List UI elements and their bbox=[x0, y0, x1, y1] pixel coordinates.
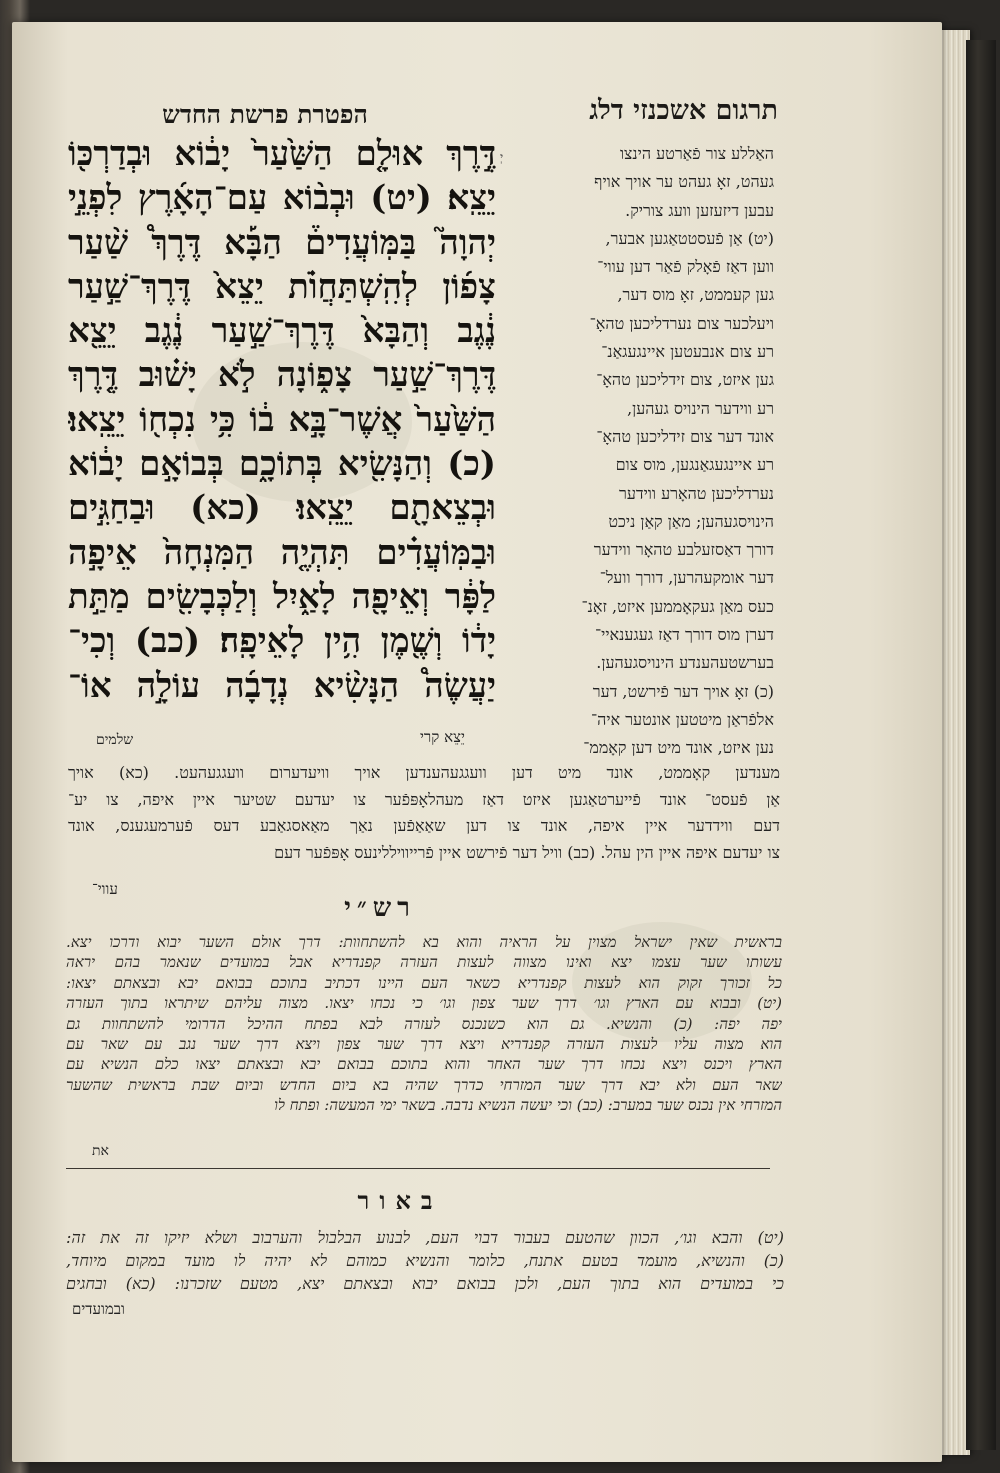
hebrew-line: דֶּ֣רֶךְ אוּלָ֤ם הַשַּׁ֙עַר֙ יָב֔וֹא וּבְדַרְכּ֖וֹ bbox=[68, 134, 496, 174]
rashi-commentary bbox=[66, 932, 782, 1116]
yiddish-line: אונד דער צום זידליכען טהאָ־ bbox=[596, 426, 774, 446]
running-header-left: הפטרת פרשת החדש bbox=[162, 100, 368, 129]
yiddish-line: עבען דיזעזען וועג צוריק. bbox=[625, 200, 774, 220]
hebrew-line: יָד֔וֹ וְשֶׁ֖מֶן הִ֥ין לָאֵיפָֽה׃ (כב) וְכִי־ bbox=[68, 621, 496, 662]
yiddish-line: ווען דאַז פֿאָלק פֿאַר דען עווי־ bbox=[597, 257, 774, 277]
yiddish-line: רע ווידער הינויס געהען, bbox=[627, 398, 774, 418]
qere-note: יֵצֵא קרי bbox=[420, 728, 465, 746]
yiddish-line: כעס מאַן געקאָממען איזט, זאָנ־ bbox=[581, 596, 774, 616]
yiddish-line: דער אומקעהרען, דורך וועל־ bbox=[599, 568, 774, 588]
yiddish-line: נען איזט, אונד מיט דען קאָממ־ bbox=[583, 738, 774, 758]
biur-line: (כ) והנשיא, מועמד בטעם אתנח, כלומר והנשיא כמוהם לא יהיה לו מועד במקום מיוחד, bbox=[66, 1251, 784, 1270]
catchword-rashi: את bbox=[92, 1143, 109, 1159]
yiddish-line: מענדען קאָממט, אונד מיט דען וועגגעהענדען אויך וויעדערום וועגגעהעט. (כא) אויך bbox=[68, 763, 780, 782]
rashi-line: עשותו שער עצמו יצא ואינו מצווה לעצות העזרה קפנדריא אבל במועדים שנאמר בהם יראה bbox=[66, 953, 782, 972]
yiddish-line: ויעלכער צום נערדליכען טהאָ־ bbox=[589, 313, 774, 333]
hebrew-line: דֶּרֶךְ־שַׁ֣עַר צָפ֑וֹנָה לֹ֣א יָשׁ֗וּב דֶּ֤רֶךְ bbox=[68, 355, 496, 396]
yiddish-line: געהט, זאָ געהט ער אויך אויף bbox=[594, 172, 774, 192]
yiddish-line: דעם ווידדער איין איפה, אונד צו דען שאַאַפֿען נאַך מאַאסגאַבע דעס פֿערמעגענס, אונד bbox=[68, 816, 780, 835]
rashi-line: הוא מצוה עליו לעצות העזרה קפנדריא ויצא דרך שער צפון ויצא דרך שער נגב עם שאר עם bbox=[66, 1035, 782, 1054]
yiddish-line: הינויסגעהען; מאַן קאַן ניכט bbox=[608, 511, 774, 531]
biur-heading: באור bbox=[357, 1186, 443, 1215]
rashi-line: יפה יפה: (כ) והנשיא. גם הוא כשנכנס לעזרה לבא בפתח ההיכל הדרומי להשתחוות גם bbox=[66, 1014, 782, 1033]
yiddish-line: גען קעממט, זאָ מוס דער, bbox=[617, 285, 774, 305]
yiddish-line: (כ) זאָ אויך דער פֿירשט, דער bbox=[592, 681, 774, 701]
hebrew-line: לַפָּ֔ר וְאֵיפָ֖ה לָאַ֑יִל וְלַכְּבָשִׂ֖ים מַתַּ֣ת bbox=[68, 576, 496, 617]
yiddish-continuation bbox=[68, 760, 780, 866]
hebrew-line: יְהוָה֮ בַּמּֽוֹעֲדִים֒ הַבָּ֡א דֶּרֶךְ֩ שַׁ֨עַר bbox=[68, 222, 496, 263]
rashi-line: הארץ ויכנס ויצא נכחו דרך שער האחר והוא בתוכם בבואם יבא ובצאתם יצאו כלם הנשיא עם bbox=[66, 1055, 782, 1074]
hebrew-line: וּבְצֵאתָ֖ם יֵצֵֽאוּ׃ (כא) וּבַחַגִּ֣ים bbox=[68, 488, 496, 529]
catchword-hebrew: שלמים bbox=[96, 732, 134, 748]
margin-mark: יְ bbox=[500, 150, 504, 164]
yiddish-line: אלפֿראַן מיטטען אונטער איה־ bbox=[590, 709, 774, 729]
section-divider bbox=[66, 1168, 770, 1169]
hebrew-line: הַשַּׁ֙עַר֙ אֲשֶׁר־בָּ֣א ב֔וֹ כִּ֥י נִכְח֖וֹ יֵצֵֽאוּ׃ bbox=[68, 399, 496, 440]
yiddish-line: בערשטעהענדע הינויסגעהען. bbox=[596, 653, 774, 673]
yiddish-line: רע איינגעגאַנגען, מוס צום bbox=[615, 455, 774, 475]
yiddish-line: נערדליכען טהאָרע ווידער bbox=[619, 483, 774, 503]
rashi-line: בראשית שאין ישראל מצוין על הראיה והוא בא להשתחוות: דרך אולם השער יבוא ודרכו יצא. bbox=[66, 933, 782, 951]
biur-line: (יט) והבא וגו׳, הכוון שהטעם בעבור דבוי העם, לבנוע הבלבול והערבוב ושלא יזיקו זה את זה: bbox=[66, 1228, 784, 1247]
catchword-biur: ובמועדים bbox=[72, 1300, 125, 1318]
rashi-heading: רש״י bbox=[344, 893, 416, 923]
biur-line: כי במועדים הוא בתוך העם, ולכן בבואם יבוא ובצאתם יצא, מטעם שזכרנו: (כא) ובחגים bbox=[66, 1274, 784, 1293]
yiddish-line: אַן פֿעסט־ אונד פֿייערטאַגען איזט דאַז מעהלאָפּפֿער צו יעדעם שטיער איין איפה, צו יע־ bbox=[68, 789, 780, 809]
yiddish-line: צו יעדעם איפה איין הין עהל. (כב) וויל דער פֿירשט איין פֿרייוויללינעס אָפּפֿער דעם bbox=[274, 842, 780, 862]
book-cover-edge bbox=[966, 40, 996, 1450]
catchword-yiddish: עווי־ bbox=[92, 880, 118, 898]
yiddish-line: (יט) אַן פֿעסטטאַגען אבער, bbox=[605, 228, 774, 248]
running-header-right: תרגום אשכנזי דלג bbox=[589, 95, 778, 126]
yiddish-translation-column bbox=[512, 140, 774, 763]
rashi-line: כל זכורך זקוק הוא לעצות קפנדריא כשאר העם היינו דכתיב בתוכם בבואם יבא ובצאתם יצאו: bbox=[66, 973, 782, 992]
yiddish-line: האַללע צור פֿאַרטע הינצו bbox=[619, 144, 774, 163]
yiddish-line: דורך דאַסזעלבע טהאָר ווידער bbox=[593, 540, 774, 560]
hebrew-line: (כ) וְהַנָּשִׂ֖יא בְּתוֹכָ֑ם בְּבוֹאָ֣ם יָב֔וֹא bbox=[68, 444, 496, 485]
hebrew-line: יֵצֵֽא׃ (יט) וּבְב֨וֹא עַם־הָאָ֜רֶץ לִפְנֵ֣י bbox=[68, 178, 496, 219]
hebrew-text-column bbox=[68, 132, 496, 708]
yiddish-line: רע צום אנבעטען איינגעגאַנ־ bbox=[601, 342, 774, 362]
hebrew-line: נֶ֔גֶב וְהַבָּא֙ דֶּרֶךְ־שַׁ֣עַר נֶ֔גֶב יֵצֵ֖א bbox=[68, 311, 496, 352]
hebrew-line: וּבַמּֽוֹעֲדִ֗ים תִּהְיֶ֤ה הַמִּנְחָה֙ אֵיפָ֣ה bbox=[68, 532, 496, 573]
biur-commentary bbox=[66, 1226, 784, 1295]
yiddish-line: דערן מוס דורך דאַז געגענאיי־ bbox=[595, 625, 774, 645]
rashi-line: שאר העם ולא יבא דרך שער המזרחי כדרך שהיה בא ביום החדש וביום שבת בראשית שהשער bbox=[66, 1075, 782, 1094]
rashi-line: המזרחי אין נכנס שער במערב: (כב) וכי יעשה הנשיא נדבה. בשאר ימי המעשה: ופתח לו bbox=[274, 1096, 782, 1115]
rashi-line: (יט) ובבוא עם הארץ וגו׳ דרך שער צפון וגו׳ כי נכחו יצאו. מצוה עליהם שיתראו בתוך העזרה bbox=[66, 994, 782, 1013]
hebrew-line: צָפ֜וֹן לְהִֽשְׁתַּחֲוֺ֗ת יֵצֵא֙ דֶּרֶךְ־שַׁ֣עַר bbox=[68, 266, 496, 307]
hebrew-line: יַעֲשֶׂה֩ הַנָּשִׂ֨יא נְדָבָ֜ה עוֹלָ֣ה אוֹ־ bbox=[68, 665, 496, 706]
yiddish-line: גען איזט, צום זידליכען טהאָ־ bbox=[596, 370, 774, 390]
